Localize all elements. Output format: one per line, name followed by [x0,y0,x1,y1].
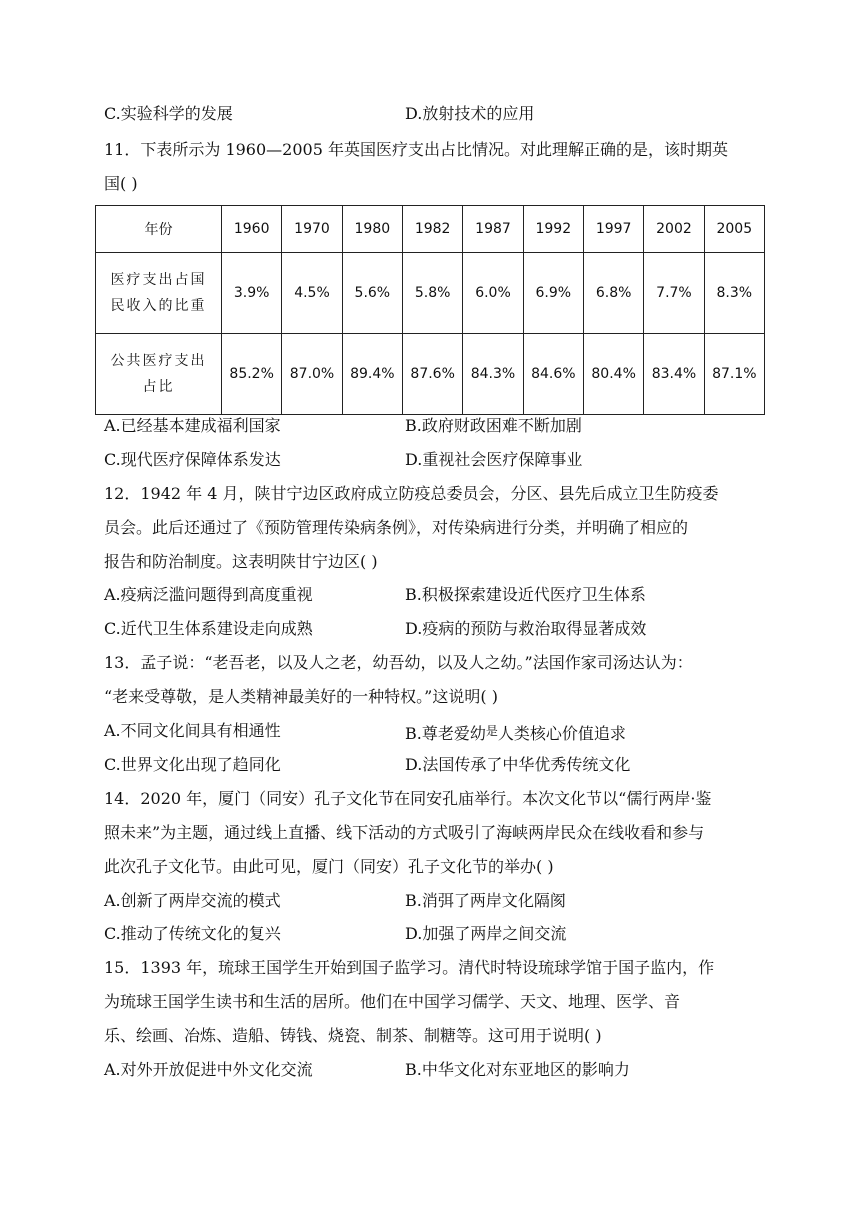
table-cell: 84.6% [523,334,583,415]
table-header-cell: 1980 [342,206,402,253]
q11-option-d: D.重视社会医疗保障事业 [405,450,583,469]
table-header-cell: 2005 [704,206,764,253]
q14-option-c: C.推动了传统文化的复兴 [104,924,281,943]
table-cell: 87.0% [282,334,342,415]
table-cell: 80.4% [583,334,643,415]
q15-stem-line3: 乐、绘画、冶炼、造船、铸钱、烧瓷、制茶、制糖等。这可用于说明( ) [104,1026,602,1045]
table-cell: 8.3% [704,253,764,334]
q13-option-b-part: B.尊老爱幼 [405,724,486,743]
q15-stem-line1: 15．1393 年，琉球王国学生开始到国子监学习。清代时特设琉球学馆于国子监内，作 [104,958,715,977]
q10-option-d: D.放射技术的应用 [405,104,535,123]
table-header-row [96,206,765,253]
table-header-cell: 1960 [222,206,282,253]
q13-stem-line1: 13．孟子说：“老吾老，以及人之老，幼吾幼，以及人之幼。”法国作家司汤达认为： [104,653,693,672]
q14-option-a: A.创新了两岸交流的模式 [104,891,281,910]
q14-stem-line1: 14．2020 年，厦门（同安）孔子文化节在同安孔庙举行。本次文化节以“儒行两岸·鉴 [104,789,712,808]
q12-stem-line2: 员会。此后还通过了《预防管理传染病条例》，对传染病进行分类，并明确了相应的 [104,518,689,537]
row-label-line: 医疗支出占国 [110,272,207,288]
table-cell: 84.3% [463,334,523,415]
row-label [96,253,222,334]
table-header-cell: 年份 [96,206,222,253]
q12-option-d: D.疫病的预防与救治取得显著成效 [405,619,647,638]
q11-option-c: C.现代医疗保障体系发达 [104,450,281,469]
table-cell: 6.8% [583,253,643,334]
q14-stem-line3: 此次孔子文化节。由此可见，厦门（同安）孔子文化节的举办( ) [104,857,554,876]
q11-stem-line2: 国( ) [104,174,138,193]
q13-option-a: A.不同文化间具有相通性 [104,721,281,740]
table-cell: 7.7% [644,253,704,334]
row-label-line: 公共医疗支出 [110,353,207,369]
table-cell: 5.8% [402,253,462,334]
table-row [96,334,765,415]
table-cell: 89.4% [342,334,402,415]
q14-option-b: B.消弭了两岸文化隔阂 [405,891,566,910]
medical-spending-table [95,205,765,415]
table-header-cell: 1982 [402,206,462,253]
q13-option-b [405,719,626,746]
table-cell: 87.1% [704,334,764,415]
q12-stem-line3: 报告和防治制度。这表明陕甘宁边区( ) [104,552,378,571]
q14-option-d: D.加强了两岸之间交流 [405,924,567,943]
q12-option-b: B.积极探索建设近代医疗卫生体系 [405,585,646,604]
table-cell: 4.5% [282,253,342,334]
q13-option-b-part: 人类核心价值追求 [497,724,626,743]
table-cell: 87.6% [402,334,462,415]
table-cell: 3.9% [222,253,282,334]
table-header-cell: 1987 [463,206,523,253]
row-label-line: 民收入的比重 [110,298,207,314]
q11-option-b: B.政府财政困难不断加剧 [405,416,582,435]
q11-stem-line1: 11．下表所示为 1960—2005 年英国医疗支出占比情况。对此理解正确的是，该时期英 [104,140,728,159]
table-cell: 85.2% [222,334,282,415]
q13-option-c: C.世界文化出现了趋同化 [104,755,281,774]
q11-option-a: A.已经基本建成福利国家 [104,416,281,435]
q10-option-c: C.实验科学的发展 [104,104,233,123]
row-label-line: 占比 [142,379,175,395]
q15-stem-line2: 为琉球王国学生读书和生活的居所。他们在中国学习儒学、天文、地理、医学、音 [104,992,681,1011]
table-cell: 6.0% [463,253,523,334]
q15-option-a: A.对外开放促进中外文化交流 [104,1060,313,1079]
table-header-cell: 1997 [583,206,643,253]
q13-stem-line2: “老来受尊敬，是人类精神最美好的一种特权。”这说明( ) [104,687,498,706]
row-label [96,334,222,415]
q13-option-d: D.法国传承了中华优秀传统文化 [405,755,631,774]
q13-option-b-raised: 是 [485,724,498,738]
q12-option-c: C.近代卫生体系建设走向成熟 [104,619,313,638]
table-cell: 83.4% [644,334,704,415]
table-header-cell: 1970 [282,206,342,253]
q12-option-a: A.疫病泛滥问题得到高度重视 [104,585,313,604]
q12-stem-line1: 12．1942 年 4 月，陕甘宁边区政府成立防疫总委员会，分区、县先后成立卫生防疫委 [104,484,719,503]
q15-option-b: B.中华文化对东亚地区的影响力 [405,1060,630,1079]
table-cell: 6.9% [523,253,583,334]
table-header-cell: 1992 [523,206,583,253]
q14-stem-line2: 照未来”为主题，通过线上直播、线下活动的方式吸引了海峡两岸民众在线收看和参与 [104,823,705,842]
table-header-cell: 2002 [644,206,704,253]
table-cell: 5.6% [342,253,402,334]
table-row [96,253,765,334]
